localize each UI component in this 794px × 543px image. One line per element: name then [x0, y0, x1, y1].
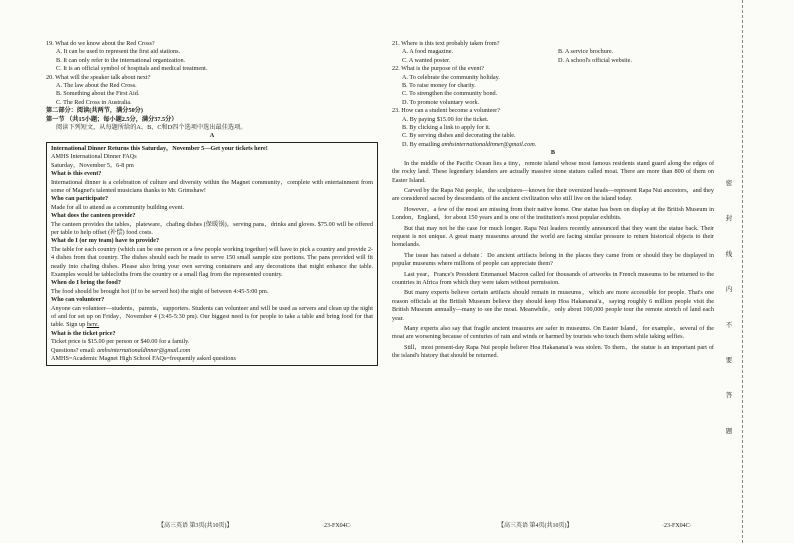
- option: C. A wanted poster.: [402, 56, 451, 64]
- part-heading: 第二部分：阅读(共两节，满分50分): [46, 107, 143, 115]
- faq-abbreviations: AMHS=Academic Magnet High School FAQs=frequently asked questions: [51, 355, 236, 363]
- option: C. To strengthen the community bond.: [402, 90, 498, 98]
- option: D. By emailing amhsinternationaldinner@gmail.com.: [402, 140, 537, 148]
- passage-paragraph: Carved by the Rapa Nui people，the sculptures—known for their oversized heads—represent Rapa Nui ancestors，and they are considered sacred by descendants of the ancient civilization who still live on the island today.: [392, 186, 714, 203]
- option: A. It can be used to represent the first aid stations.: [56, 48, 181, 56]
- option: A. The law about the Red Cross.: [56, 82, 137, 90]
- left-column: [46, 40, 378, 366]
- email-link[interactable]: amhsinternationaldinner@gmail.com: [97, 346, 191, 354]
- faq-email-line: Questions? email: amhsinternationaldinner@gmail.com: [51, 346, 191, 354]
- passage-paragraph: The issue has raised a debate：Do ancient artifacts belong in the places they came from or should they be displayed in popular museums where millions of people can appreciate them?: [392, 251, 714, 268]
- faq-answer: The food should be brought hot (if to be served hot) the night of between 4:45-5:00 pm.: [51, 287, 269, 295]
- faq-answer: Made for all to attend as a community building event.: [51, 203, 184, 211]
- footer-left-page: 【高三英语 第3页(共10页)】: [158, 523, 233, 529]
- question-19: 19. What do we know about the Red Cross?: [46, 40, 155, 47]
- signup-link[interactable]: here.: [86, 321, 100, 329]
- passage-paragraph: Last year，France's President Emmanuel Macron called for thousands of artworks in French museums to be returned to the countries in Africa from which they were taken without permission.: [392, 270, 714, 286]
- passage-paragraph: But that may not be the case for much longer. Rapa Nui leaders recently announced that they want the statue back. Their request is not unique. A great many museums around the world are facing similar pressure to return historical objects to their homelands.: [392, 224, 714, 249]
- option: B. By clicking a link to apply for it.: [402, 124, 491, 132]
- faq-box: [46, 142, 378, 367]
- option: C. By serving dishes and decorating the table.: [402, 132, 516, 140]
- email-text: amhsinternationaldinner@gmail.com.: [441, 140, 537, 148]
- faq-date: Saturday，November 5，6-8 pm: [51, 161, 134, 169]
- faq-answer: Ticket price is $15.00 per person or $40.00 for a family.: [51, 338, 190, 346]
- passage-paragraph: However，a few of the moai are missing from their native home. One statue has been on display at the British Museum in London，England，for about 150 years and is one of the institution's most popular exhibits.: [392, 205, 714, 222]
- option: B. Something about the First Aid.: [56, 90, 140, 98]
- faq-answer: The table for each country (which can be one person or a few people working together) will have to pick a country and provide 2-4 dishes from that country. The dishes should each be made to serve 150 small sample size portions. The pans provided will fit neatly into chafing dishes. Please also bring your own serving containers and any decorations that might enhance the table. Examples would be tablecloths from the country or a small flag from the represented country.: [51, 245, 373, 278]
- section-heading: 第一节 （共15小题；每小题2.5分，满分37.5分）: [46, 115, 178, 123]
- option: B. To raise money for charity.: [402, 82, 476, 90]
- passage-paragraph: But many experts believe certain artifacts should remain in museums，which are more accessible for people. That's one reason officials at the British Museum believe they should keep Hoa Hakananai'a，saying roughly 6 million people visit the British Museum annually—many to see the moai. Meanwhile，only about 100,000 people tour the remote stretch of land each year.: [392, 289, 714, 322]
- passage-paragraph: Still，most present-day Rapa Nui people believe Hoa Hakananai'a was stolen. To them，the statue is an important part of the island's history that should be returned.: [392, 343, 714, 360]
- option: C. It is an official symbol of hospitals and medical treatment.: [56, 65, 208, 73]
- faq-answer: Anyone can volunteer—students，parents，supporters. Students can volunteer and will be used as servers and clean up the night of and for set up on Friday，November 4 (3:45-5:30 pm). Our biggest need is for people to take a table and bring food for that table. Sign up here.: [51, 304, 373, 329]
- faq-subtitle: AMHS International Dinner FAQs: [51, 153, 137, 161]
- faq-question: What is this event?: [51, 170, 102, 178]
- faq-question: When do I bring the food?: [51, 279, 121, 287]
- faq-headline: International Dinner Returns this Saturday，November 5—Get your tickets here!: [51, 144, 268, 152]
- footer-right-page: 【高三英语 第4页(共10页)】: [498, 523, 573, 529]
- instruction: 阅读下列短文，从每题所给的A、B、C和D四个选项中选出最佳选项。: [56, 124, 247, 132]
- passage-letter: B: [550, 149, 556, 157]
- faq-question: What is the ticket price?: [51, 329, 116, 337]
- option: C. The Red Cross in Australia.: [56, 98, 132, 106]
- option: A. By paying $15.00 for the ticket.: [402, 115, 489, 123]
- question-22: 22. What is the purpose of the event?: [392, 65, 484, 73]
- option: B. It can only refer to the international organization.: [56, 56, 186, 64]
- footer-right-code: ·23-FX04C·: [662, 523, 692, 529]
- question-23: 23. How can a student become a volunteer?: [392, 107, 500, 115]
- option: B. A service brochure.: [558, 48, 614, 56]
- seal-dashed-line: [742, 0, 743, 543]
- footer-left-code: ·23-FX04C·: [322, 523, 352, 529]
- question-20: 20. What will the speaker talk about next?: [46, 73, 151, 81]
- option: D. A school's official website.: [558, 56, 632, 64]
- faq-question: Who can volunteer?: [51, 296, 105, 304]
- passage-paragraph: In the middle of the Pacific Ocean lies a tiny，remote island whose most famous residents stand guard along the edges of the rocky land. These legendary islanders are actually massive stone statues called moai. There are more than 800 of them on Easter Island.: [392, 159, 714, 184]
- faq-answer: International dinner is a celebration of culture and diversity within the Magnet community，complete with entertainment from some of Magnet's talented musicians thanks to Mr. Grimshaw!: [51, 178, 373, 194]
- option: A. To celebrate the community holiday.: [402, 73, 500, 81]
- question-21: 21. Where is this text probably taken from?: [392, 40, 500, 47]
- passage-letter: A: [209, 132, 215, 140]
- faq-answer: The canteen provides the tables，plateware，chafing dishes (保暖锅)，serving pans，drinks and gloves. $75.00 will be offered per table to help offset (补偿) food costs.: [51, 220, 373, 236]
- faq-question: What does the canteen provide?: [51, 212, 136, 220]
- option: D. To promote voluntary work.: [402, 98, 480, 106]
- faq-question: Who can participate?: [51, 195, 109, 203]
- passage-paragraph: Many experts also say that fragile ancient treasures are safer in museums. On Easter Island，for example，several of the moai are worsening because of centuries of rain and winds or harmed by tourists who touch them while taking selfies.: [392, 325, 714, 341]
- option: A. A food magazine.: [402, 48, 454, 56]
- right-column: [392, 40, 714, 361]
- seal-line-notice: 密 封 线 内 不 要 答 题: [725, 180, 733, 435]
- faq-question: What do I (or my team) have to provide?: [51, 237, 160, 245]
